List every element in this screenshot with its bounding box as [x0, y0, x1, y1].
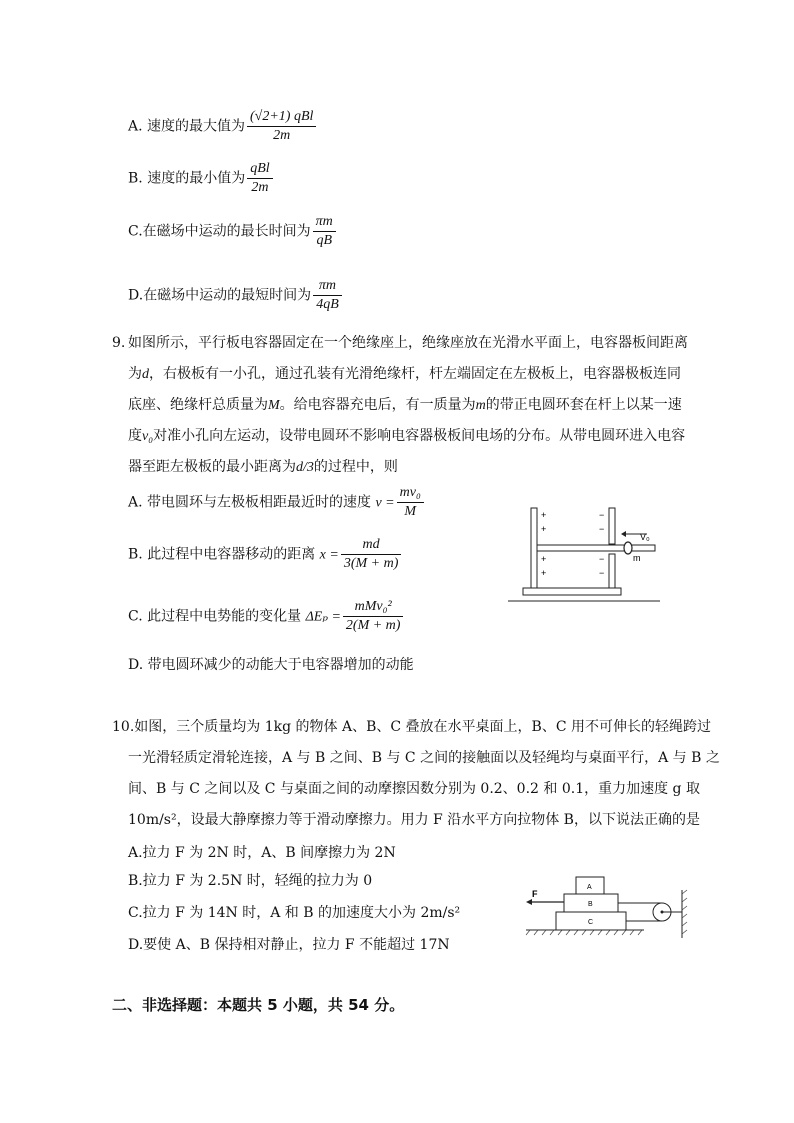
denominator: 2m	[273, 128, 291, 143]
numerator: πm	[313, 213, 336, 232]
insulating-base	[523, 588, 621, 595]
plus-sign: +	[541, 510, 547, 520]
stem-text: 的过程中，则	[313, 459, 398, 475]
q10-line2: 一光滑轻质定滑轮连接，A 与 B 之间、B 与 C 之间的接触面以及轻绳均与桌面平行，A 与 B 之	[128, 750, 720, 766]
right-plate-upper	[609, 508, 615, 544]
q9-option-c	[128, 598, 405, 635]
option-label: C.	[128, 223, 143, 240]
stem-text: 如图所示，平行板电容器固定在一个绝缘座上，绝缘座放在光滑水平面上，电容器板间距离为	[128, 335, 688, 382]
minus-sign: −	[599, 568, 605, 578]
option-text: 速度的最大值为	[147, 118, 246, 135]
plus-sign: +	[541, 568, 547, 578]
numerator: mv₀	[397, 484, 424, 503]
option-text: 在磁场中运动的最长时间为	[142, 223, 311, 240]
var-d3: d/3	[296, 460, 314, 475]
option-text: 此过程中电容器移动的距离	[147, 546, 316, 563]
formula-lhs: v =	[375, 495, 395, 511]
stem-text: 如图，三个质量均为 1kg 的物体 A、B、C 叠放在水平桌面上，B、C 用不可伸长的轻绳跨过	[134, 719, 711, 735]
minus-sign: −	[599, 524, 605, 534]
left-plate	[531, 508, 537, 588]
q9-option-d	[128, 654, 414, 674]
denominator: 2m	[251, 180, 269, 195]
formula-lhs: ΔEₚ =	[305, 609, 341, 625]
option-label: D.	[128, 287, 144, 304]
option-label: A.	[128, 494, 143, 511]
q8-option-c	[128, 213, 338, 250]
block-b-label: B	[588, 901, 593, 908]
formula	[247, 108, 316, 145]
numerator: qBl	[247, 160, 272, 179]
numerator: πm	[313, 277, 342, 296]
q10-line1	[112, 712, 720, 743]
q8-option-d	[128, 277, 344, 314]
charged-ring	[624, 542, 632, 554]
q9-capacitor-figure	[505, 498, 665, 608]
formula	[313, 277, 342, 314]
stem-text: 的带正电圆环套在杆上以某一速度	[128, 397, 682, 444]
q9-option-b	[128, 536, 403, 573]
force-arrow-head	[526, 899, 532, 905]
minus-sign: −	[599, 510, 605, 520]
q10-line3: 间、B 与 C 之间以及 C 与桌面之间的动摩擦因数分别为 0.2、0.2 和 0.1，重力加速度 g 取	[128, 781, 700, 797]
denominator: 4qB	[316, 297, 339, 312]
var-m: m	[475, 398, 486, 413]
block-a-label: A	[587, 884, 592, 891]
denominator: M	[404, 504, 417, 519]
option-text: 带电圆环与左极板相距最近时的速度	[147, 494, 372, 511]
plus-sign: +	[541, 554, 547, 564]
var-v0: v₀	[142, 429, 154, 444]
q9-option-a	[128, 484, 426, 521]
formula	[343, 598, 404, 635]
option-text: 在磁场中运动的最短时间为	[143, 287, 312, 304]
option-text: 此过程中电势能的变化量	[147, 608, 302, 625]
q8-option-a	[128, 108, 318, 145]
right-plate-lower	[609, 554, 615, 588]
denominator: 2(M + m)	[345, 618, 401, 633]
var-M: M	[268, 398, 280, 413]
numerator: mMv₀²	[343, 598, 404, 617]
option-label: D.	[128, 657, 144, 673]
q10-option-b: B.拉力 F 为 2.5N 时，轻绳的拉力为 0	[128, 873, 373, 889]
denominator: 3(M + m)	[343, 556, 399, 571]
velocity-arrow-head	[621, 531, 626, 537]
q10-stem	[112, 712, 720, 836]
stem-text: ，右极板有一小孔，通过孔装有光滑绝缘杆，杆左端固定在左极板上，电容器极板连同底座、绝缘杆总质量为	[128, 366, 681, 413]
formula-lhs: x =	[319, 547, 339, 563]
force-label: F	[532, 889, 538, 899]
block-c-label: C	[588, 919, 594, 926]
formula	[313, 213, 336, 250]
table-hatching	[526, 930, 642, 935]
denominator: qB	[316, 233, 333, 248]
section-2-title: 二、非选择题：本题共 5 小题，共 54 分。	[112, 996, 405, 1014]
option-label: C.	[128, 608, 143, 625]
option-text: 带电圆环减少的动能大于电容器增加的动能	[147, 657, 414, 673]
q9-number: 9.	[112, 335, 126, 351]
q10-option-d: D.要使 A、B 保持相对静止，拉力 F 不能超过 17N	[128, 937, 450, 953]
insulating-rod	[537, 545, 655, 551]
plus-sign: +	[541, 524, 547, 534]
q10-option-c: C.拉力 F 为 14N 时，A 和 B 的加速度大小为 2m/s²	[128, 905, 461, 921]
q10-blocks-figure	[520, 872, 690, 942]
numerator: (√2+1) qBl	[247, 108, 316, 127]
velocity-label: V₀	[640, 532, 650, 542]
wall-hatching	[682, 890, 687, 934]
var-d: d	[142, 367, 149, 382]
q8-option-b	[128, 160, 275, 197]
formula	[397, 484, 424, 521]
q9-stem	[128, 328, 688, 483]
formula	[247, 160, 272, 197]
option-label: B.	[128, 546, 143, 563]
stem-text: 对准小孔向左运动，设带电圆环不影响电容器极板间电场的分布。从带电圆环进入电容器至距左极板的最小距离为	[128, 428, 686, 475]
q10-number: 10.	[112, 719, 135, 735]
mass-label: m	[633, 553, 641, 563]
q10-option-a: A.拉力 F 为 2N 时，A、B 间摩擦力为 2N	[128, 845, 396, 861]
formula	[341, 536, 402, 573]
option-label: A.	[128, 118, 143, 135]
q10-line4: 10m/s²，设最大静摩擦力等于滑动摩擦力。用力 F 沿水平方向拉物体 B，以下说法正确的是	[128, 812, 700, 828]
stem-text: 。给电容器充电后，有一质量为	[279, 397, 476, 413]
numerator: md	[341, 536, 402, 555]
option-label: B.	[128, 170, 143, 187]
option-text: 速度的最小值为	[147, 170, 246, 187]
minus-sign: −	[599, 554, 605, 564]
